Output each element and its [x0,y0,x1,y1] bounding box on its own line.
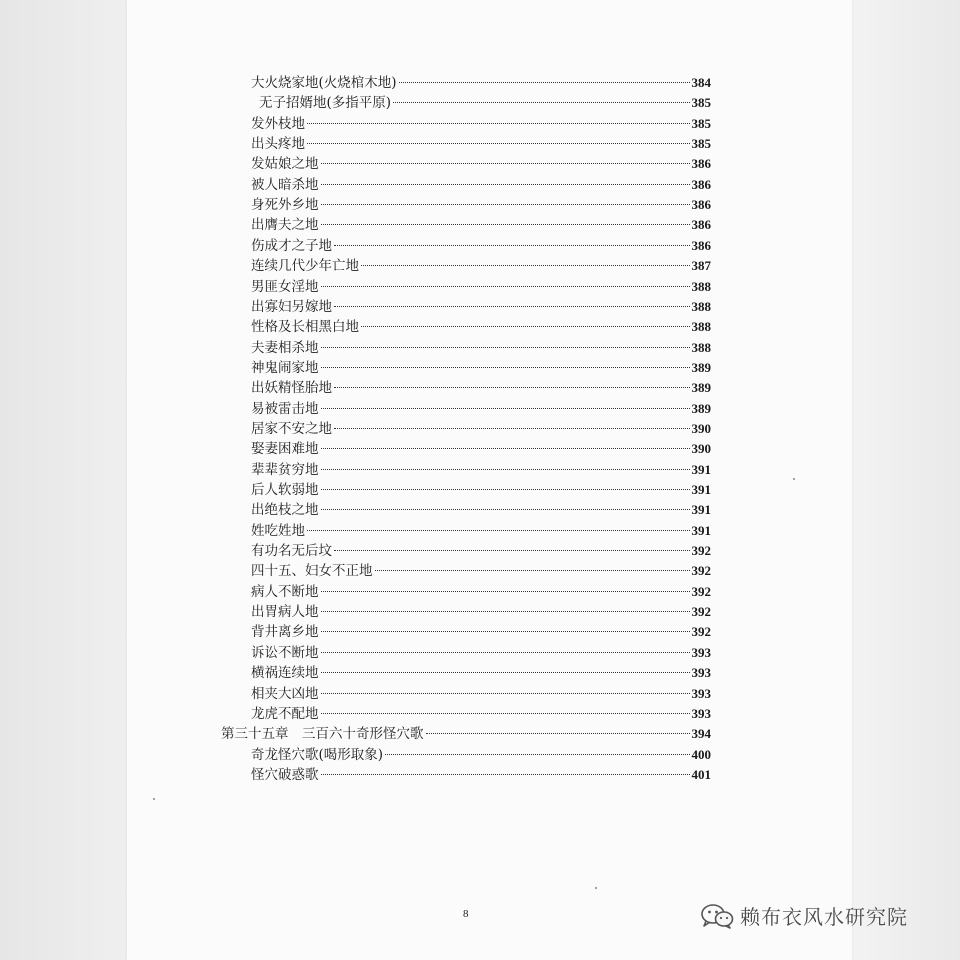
toc-entry-page: 389 [691,400,711,416]
dot-leader [321,408,690,409]
toc-entry-title: 娶妻困难地 [251,441,319,458]
dot-leader [321,672,690,673]
toc-entry [251,684,711,704]
toc-entry-page: 391 [691,461,711,477]
toc-entry [251,297,711,317]
toc-entry [251,500,711,520]
toc-entry [251,643,711,663]
toc-entry [259,93,711,113]
toc-entry-title: 出头疼地 [251,136,305,153]
toc-entry-page: 394 [691,726,711,742]
toc-entry-title: 性格及长相黑白地 [251,319,359,336]
toc-entry-title: 怪穴破惑歌 [251,766,319,783]
dot-leader [385,754,689,755]
dot-leader [321,163,690,164]
toc-entry-page: 393 [691,665,711,681]
watermark-text: 赖布衣风水研究院 [740,905,908,929]
toc-entry-page: 393 [691,685,711,701]
dot-leader [321,469,690,470]
toc-entry-page: 388 [691,278,711,294]
dot-leader [321,204,690,205]
watermark [700,901,908,930]
toc-entry-page: 384 [691,75,711,90]
toc-entry-title: 发外枝地 [251,115,305,132]
toc-entry-page: 401 [691,766,711,782]
page-margin-left [0,0,127,960]
toc-entry [251,338,711,358]
toc-entry-page: 388 [691,298,711,314]
toc-entry [251,399,711,419]
toc-entry-title: 后人软弱地 [251,482,319,498]
dot-leader [361,326,690,327]
toc-entry [251,765,711,785]
toc-entry [251,154,711,174]
toc-entry-title: 奇龙怪穴歌(喝形取象) [251,746,384,763]
toc-entry [251,460,711,480]
toc-entry-title: 背井离乡地 [251,624,319,641]
toc-entry-title: 病人不断地 [251,583,319,600]
toc-entry-page: 386 [691,197,711,213]
dot-leader [321,509,690,510]
toc-entry-page: 386 [691,156,711,172]
toc-entry [251,317,711,337]
toc-entry [251,277,711,297]
toc-entry [251,358,711,378]
toc-entry [251,134,711,154]
dot-leader [399,82,690,83]
toc-entry-title: 出寡妇另嫁地 [251,298,332,315]
toc-entry [251,704,711,724]
dot-leader [334,550,690,551]
dot-leader [307,530,690,531]
dot-leader [334,387,690,388]
dot-leader [334,428,690,429]
toc-entry-page: 392 [691,583,711,599]
toc-entry-title: 第三十五章 三百六十奇形怪穴歌 [221,726,424,743]
toc-entry-title: 龙虎不配地 [251,705,319,722]
toc-entry-page: 393 [691,705,711,721]
toc-entry-title: 身死外乡地 [251,197,319,214]
toc-entry-title: 被人暗杀地 [251,176,319,193]
dot-leader [321,611,690,612]
wechat-icon [700,903,734,929]
dot-leader [321,286,690,287]
toc-entry [251,419,711,439]
toc-entry [251,215,711,235]
toc-entry-page: 400 [691,746,711,762]
dot-leader [321,713,690,714]
toc-entry-page: 389 [691,359,711,375]
toc-entry-page: 387 [691,258,711,274]
toc-entry-page: 386 [691,237,711,253]
toc-entry [251,439,711,459]
toc-entry-page: 388 [691,319,711,335]
dot-leader [321,489,690,490]
toc-entry-page: 392 [691,563,711,579]
toc-entry [251,236,711,256]
scan-speck [153,798,155,800]
toc-entry-page: 389 [691,380,711,396]
toc-entry-title: 夫妻相杀地 [251,339,319,356]
dot-leader [334,306,690,307]
toc-entry [251,745,711,765]
toc-entry [251,561,711,581]
toc-entry-title: 易被雷击地 [251,400,319,417]
dot-leader [307,123,690,124]
toc-entry-title: 出胃病人地 [251,604,319,621]
toc-entry-page: 386 [691,217,711,233]
toc-entry-page: 385 [691,95,711,111]
toc-entry-title: 大火烧家地(火烧棺木地) [251,75,397,91]
toc-entry [251,175,711,195]
dot-leader [393,102,689,103]
toc-entry-title: 伤成才之子地 [251,237,332,254]
dot-leader [334,245,690,246]
toc-entry-title: 辈辈贫穷地 [251,461,319,478]
dot-leader [375,570,690,571]
dot-leader [321,693,690,694]
toc-entry-page: 386 [691,176,711,192]
toc-entry-title: 居家不安之地 [251,420,332,437]
toc-entry-title: 四十五、妇女不正地 [251,563,373,580]
page-number: 8 [463,908,469,920]
toc-entry [251,378,711,398]
toc-entry-page: 391 [691,522,711,538]
toc-entry-title: 神鬼闹家地 [251,359,319,376]
toc-entry [251,195,711,215]
dot-leader [321,347,690,348]
toc-entry [221,724,711,744]
toc-entry [251,602,711,622]
dot-leader [321,774,690,775]
dot-leader [321,591,690,592]
toc-entry [251,73,711,93]
toc-entry-title: 有功名无后坟 [251,543,332,560]
toc-entry-title: 出膺夫之地 [251,217,319,234]
toc-entry-title: 相夹大凶地 [251,685,319,702]
dot-leader [307,143,690,144]
toc-entry-page: 388 [691,339,711,355]
toc-entry [251,480,711,500]
toc-entry [251,256,711,276]
toc-entry-page: 391 [691,502,711,518]
toc-entry-page: 393 [691,644,711,660]
toc-entry-page: 385 [691,115,711,131]
scan-speck [595,887,597,889]
toc-entry [251,663,711,683]
toc-entry-title: 诉讼不断地 [251,644,319,661]
dot-leader [361,265,690,266]
dot-leader [321,448,690,449]
toc-entry-page: 390 [691,420,711,436]
dot-leader [426,733,690,734]
toc-entry [251,582,711,602]
toc-entry-page: 391 [691,482,711,497]
toc-entry-page: 390 [691,441,711,457]
toc-entry-page: 392 [691,543,711,559]
toc-entry-title: 姓吃姓地 [251,522,305,539]
dot-leader [321,224,690,225]
toc-entry-title: 发姑娘之地 [251,156,319,173]
toc-entry [251,521,711,541]
toc-entry-title: 出妖精怪胎地 [251,380,332,397]
toc-entry-page: 385 [691,136,711,152]
dot-leader [321,184,690,185]
toc-entry-title: 连续几代少年亡地 [251,258,359,275]
toc-entry [251,622,711,642]
toc-entry-page: 392 [691,604,711,620]
dot-leader [321,631,690,632]
toc-entry-title: 无子招婿地(多指平原) [259,95,392,112]
page-margin-right [852,0,960,960]
scan-speck [793,478,795,480]
toc-entry-title: 横祸连续地 [251,665,319,682]
toc-entry [251,541,711,561]
dot-leader [321,652,690,653]
toc-entry-title: 出绝枝之地 [251,502,319,519]
toc-entry-page: 392 [691,624,711,640]
toc-entry-title: 男匪女淫地 [251,278,319,295]
toc-entry [251,114,711,134]
dot-leader [321,367,690,368]
